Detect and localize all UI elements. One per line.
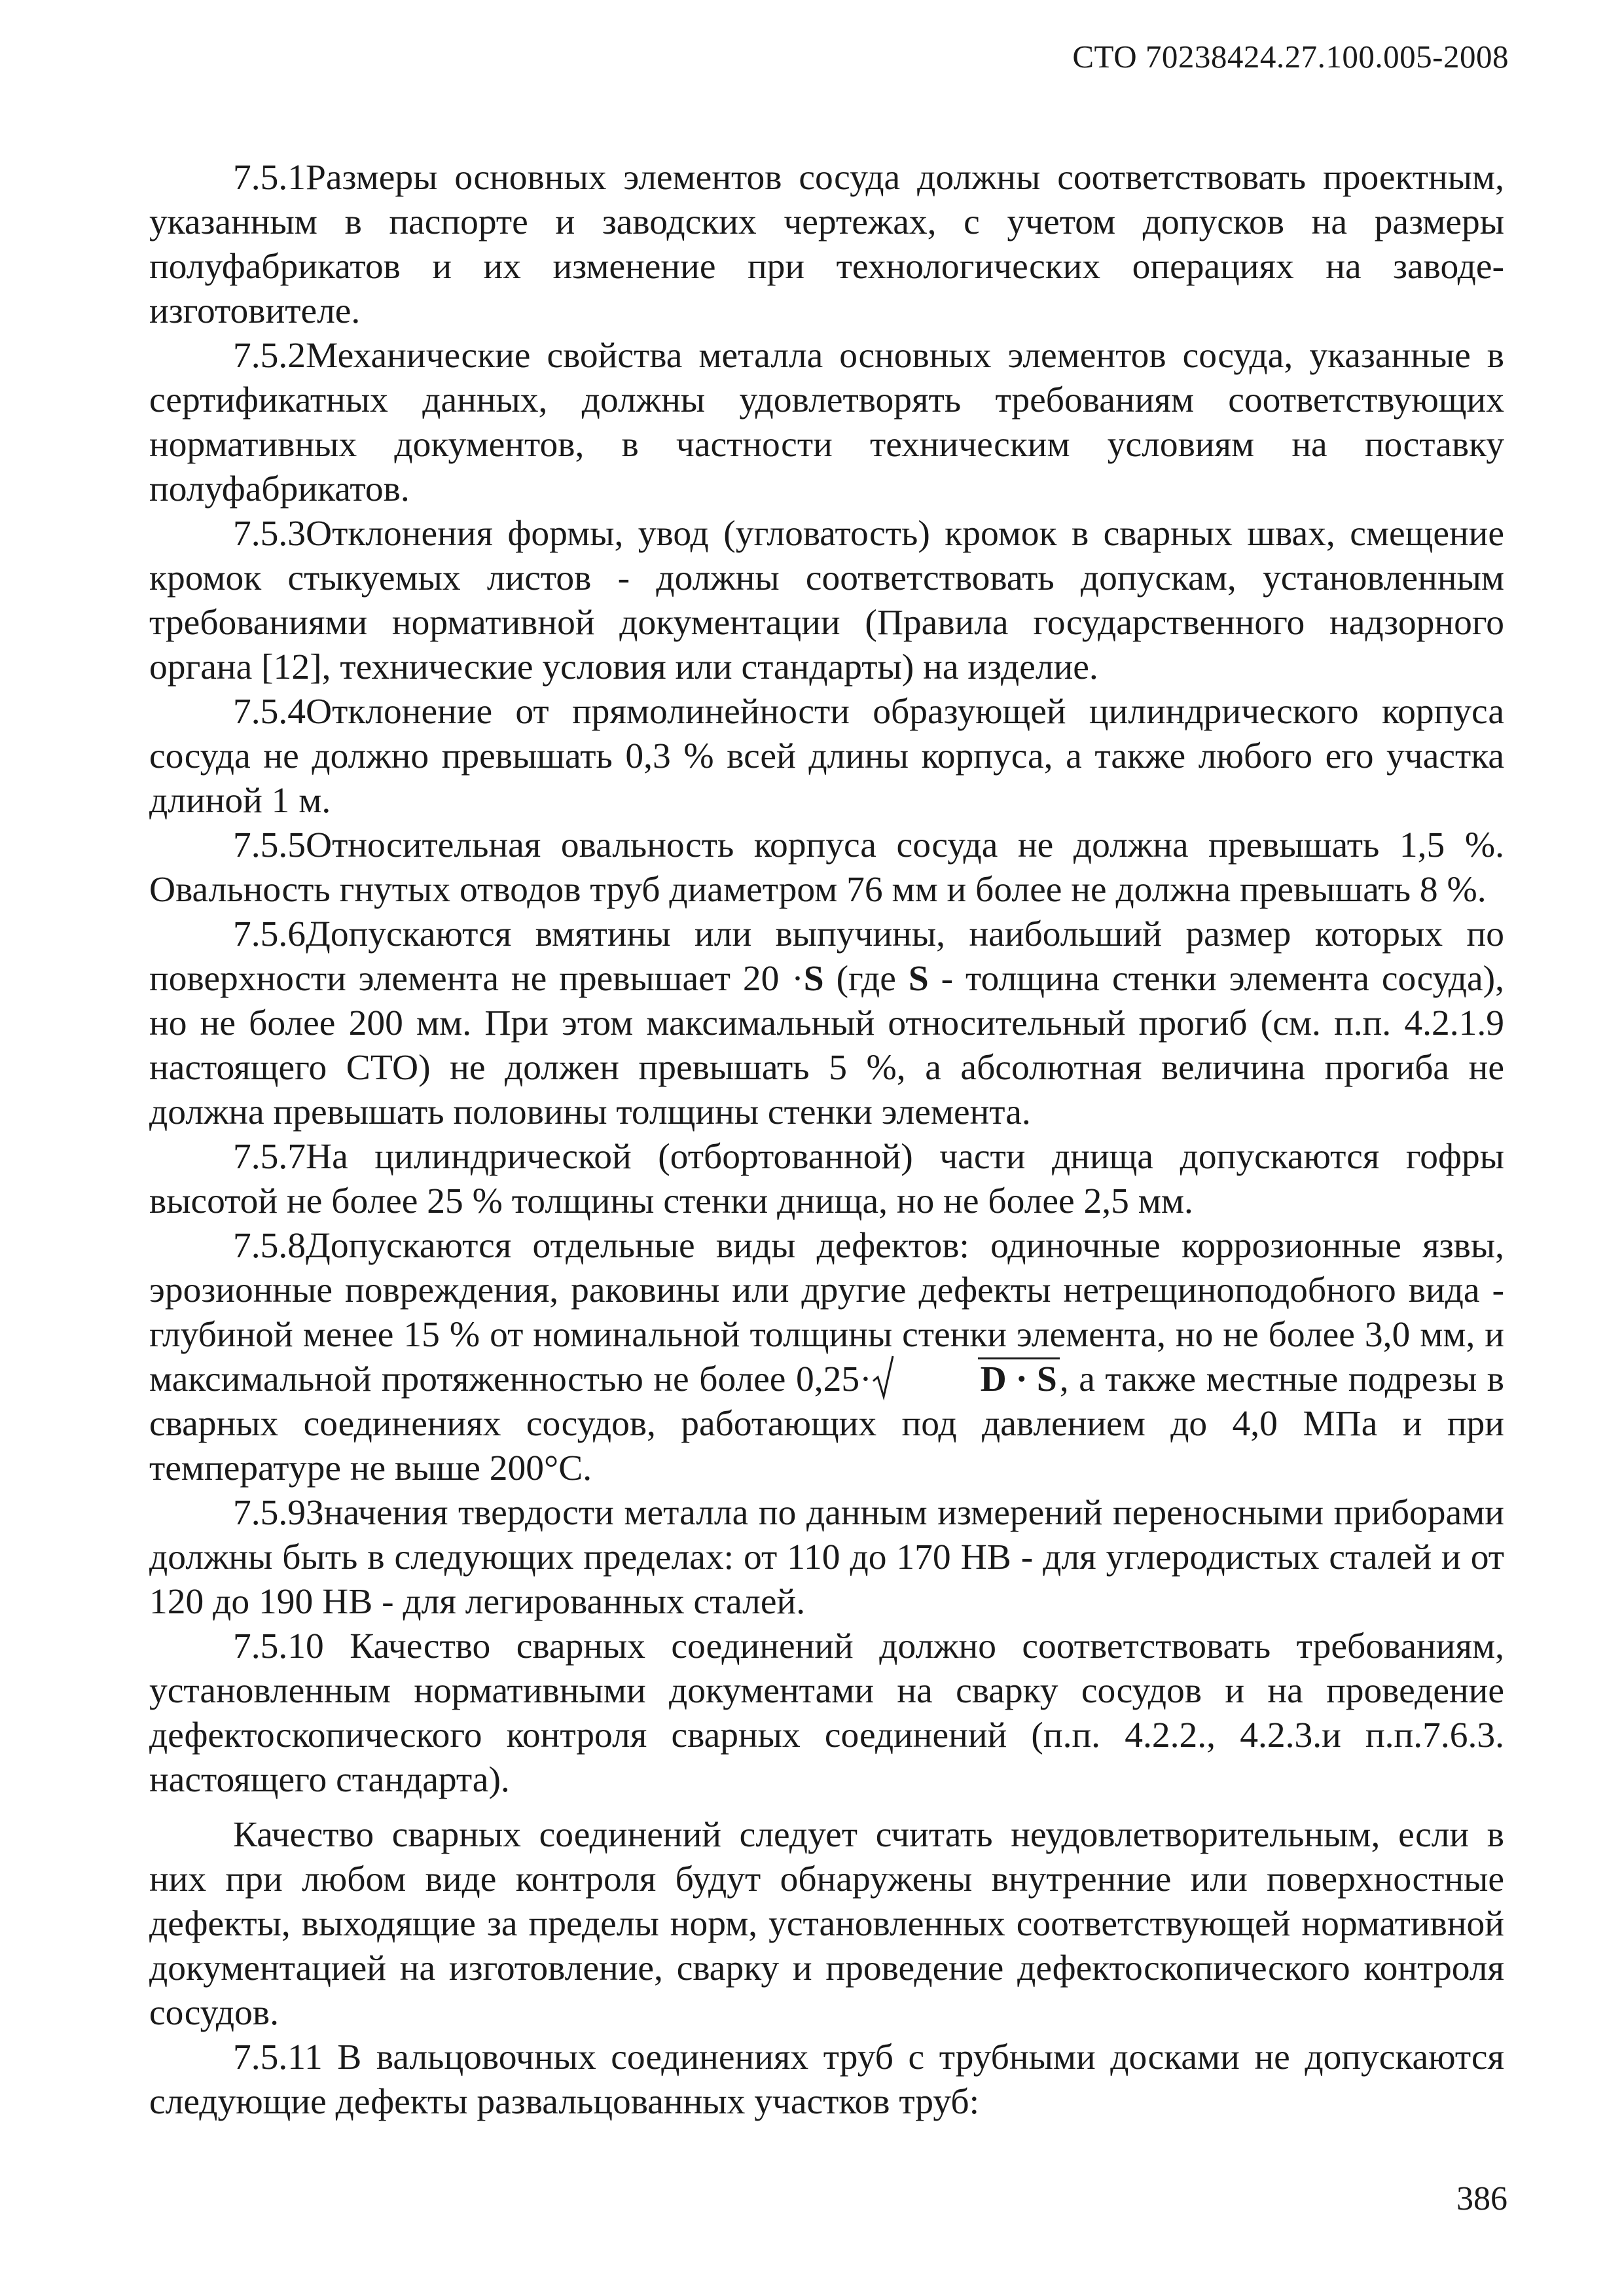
clause-number: 7.5.5	[233, 825, 306, 865]
paragraph-7-5-6	[149, 912, 1504, 1135]
page-number: 386	[1456, 2180, 1507, 2217]
clause-number: 7.5.3	[233, 514, 306, 554]
paragraph-7-5-8	[149, 1224, 1504, 1491]
symbol-s: S	[908, 959, 929, 999]
clause-number: 7.5.1	[233, 158, 306, 198]
document-body	[149, 156, 1504, 2125]
clause-text: (где	[823, 959, 909, 999]
clause-text: На цилиндрической (отбортованной) части днища допускаются гофры высотой не более 25 % толщины стенки днища, но не более 2,5 мм.	[149, 1137, 1504, 1221]
clause-text: Значения твердости металла по данным измерений переносными приборами должны быть в следующих пределах: от 110 до 170 НВ - для углеродистых сталей и от 120 до 190 НВ - для легированных сталей.	[149, 1493, 1504, 1622]
square-root-formula	[872, 1357, 1060, 1402]
paragraph-welding-quality	[149, 1813, 1504, 2036]
symbol-s: S	[803, 959, 824, 999]
formula-radicand: D · S	[978, 1357, 1060, 1399]
clause-text: Отклонения формы, увод (угловатость) кромок в сварных швах, смещение кромок стыкуемых листов - должны соответствовать допускам, установленным требованиями нормативной документации (Правила государственного надзорного органа [12], технические условия или стандарты) на изделие.	[149, 514, 1504, 687]
clause-number: 7.5.8	[233, 1226, 306, 1266]
paragraph-7-5-7	[149, 1135, 1504, 1224]
paragraph-7-5-9	[149, 1491, 1504, 1624]
paragraph-7-5-10	[149, 1624, 1504, 1803]
clause-text: Отклонение от прямолинейности образующей цилиндрического корпуса сосуда не должно превышать 0,3 % всей длины корпуса, а также любого его участка длиной 1 м.	[149, 692, 1504, 821]
paragraph-7-5-1	[149, 156, 1504, 334]
radical-sign-icon	[872, 1354, 894, 1401]
clause-text: Механические свойства металла основных элементов сосуда, указанные в сертификатных данных, должны удовлетворять требованиям соответствующих нормативных документов, в частности техническим условиям на поставку полуфабрикатов.	[149, 336, 1504, 509]
clause-text: , а также местные подрезы в сварных соединениях сосудов, работающих под давлением до 4,0 МПа и при температуре не выше 200°С.	[149, 1359, 1504, 1488]
clause-number: 7.5.9	[233, 1493, 306, 1533]
paragraph-7-5-11	[149, 2036, 1504, 2125]
clause-number: 7.5.7	[233, 1137, 306, 1177]
clause-number: 7.5.4	[233, 692, 306, 732]
clause-text: - толщина стенки элемента сосуда), но не более 200 мм. При этом максимальный относительный прогиб (см. п.п. 4.2.1.9 настоящего СТО) не должен превышать 5 %, а абсолютная величина прогиба не должна превышать половины толщины стенки элемента.	[149, 959, 1504, 1132]
clause-text: Качество сварных соединений должно соответствовать требованиям, установленным нормативными документами на сварку сосудов и на проведение дефектоскопического контроля сварных соединений (п.п. 4.2.2., 4.2.3.и п.п.7.6.3. настоящего стандарта).	[149, 1626, 1504, 1800]
clause-text: Качество сварных соединений следует считать неудовлетворительным, если в них при любом виде контроля будут обнаружены внутренние или поверхностные дефекты, выходящие за пределы норм, установленных соответствующей нормативной документацией на изготовление, сварку и проведение дефектоскопического контроля сосудов.	[149, 1815, 1504, 2033]
paragraph-7-5-4	[149, 690, 1504, 823]
clause-number: 7.5.11	[233, 2037, 323, 2077]
clause-text: Допускаются вмятины или выпучины, наибольший размер которых по поверхности элемента не превышает 20 ·	[149, 914, 1504, 999]
paragraph-7-5-3	[149, 512, 1504, 690]
clause-text: Относительная овальность корпуса сосуда не должна превышать 1,5 %. Овальность гнутых отводов труб диаметром 76 мм и более не должна превышать 8 %.	[149, 825, 1504, 910]
clause-text: Размеры основных элементов сосуда должны соответствовать проектным, указанным в паспорте и заводских чертежах, с учетом допусков на размеры полуфабрикатов и их изменение при технологических операциях на заводе-изготовителе.	[149, 158, 1504, 331]
document-code-header: СТО 70238424.27.100.005-2008	[1072, 39, 1509, 75]
clause-number: 7.5.2	[233, 336, 306, 376]
clause-text: В вальцовочных соединениях труб с трубными досками не допускаются следующие дефекты развальцованных участков труб:	[149, 2037, 1504, 2122]
clause-number: 7.5.10	[233, 1626, 324, 1666]
paragraph-7-5-2	[149, 334, 1504, 512]
paragraph-7-5-5	[149, 823, 1504, 912]
clause-text: Допускаются отдельные виды дефектов: одиночные коррозионные язвы, эрозионные повреждения, раковины или другие дефекты нетрещиноподобного вида - глубиной менее 15 % от номинальной толщины стенки элемента, но не более 3,0 мм, и максимальной протяженностью не более 0,25·	[149, 1226, 1504, 1399]
clause-number: 7.5.6	[233, 914, 306, 954]
